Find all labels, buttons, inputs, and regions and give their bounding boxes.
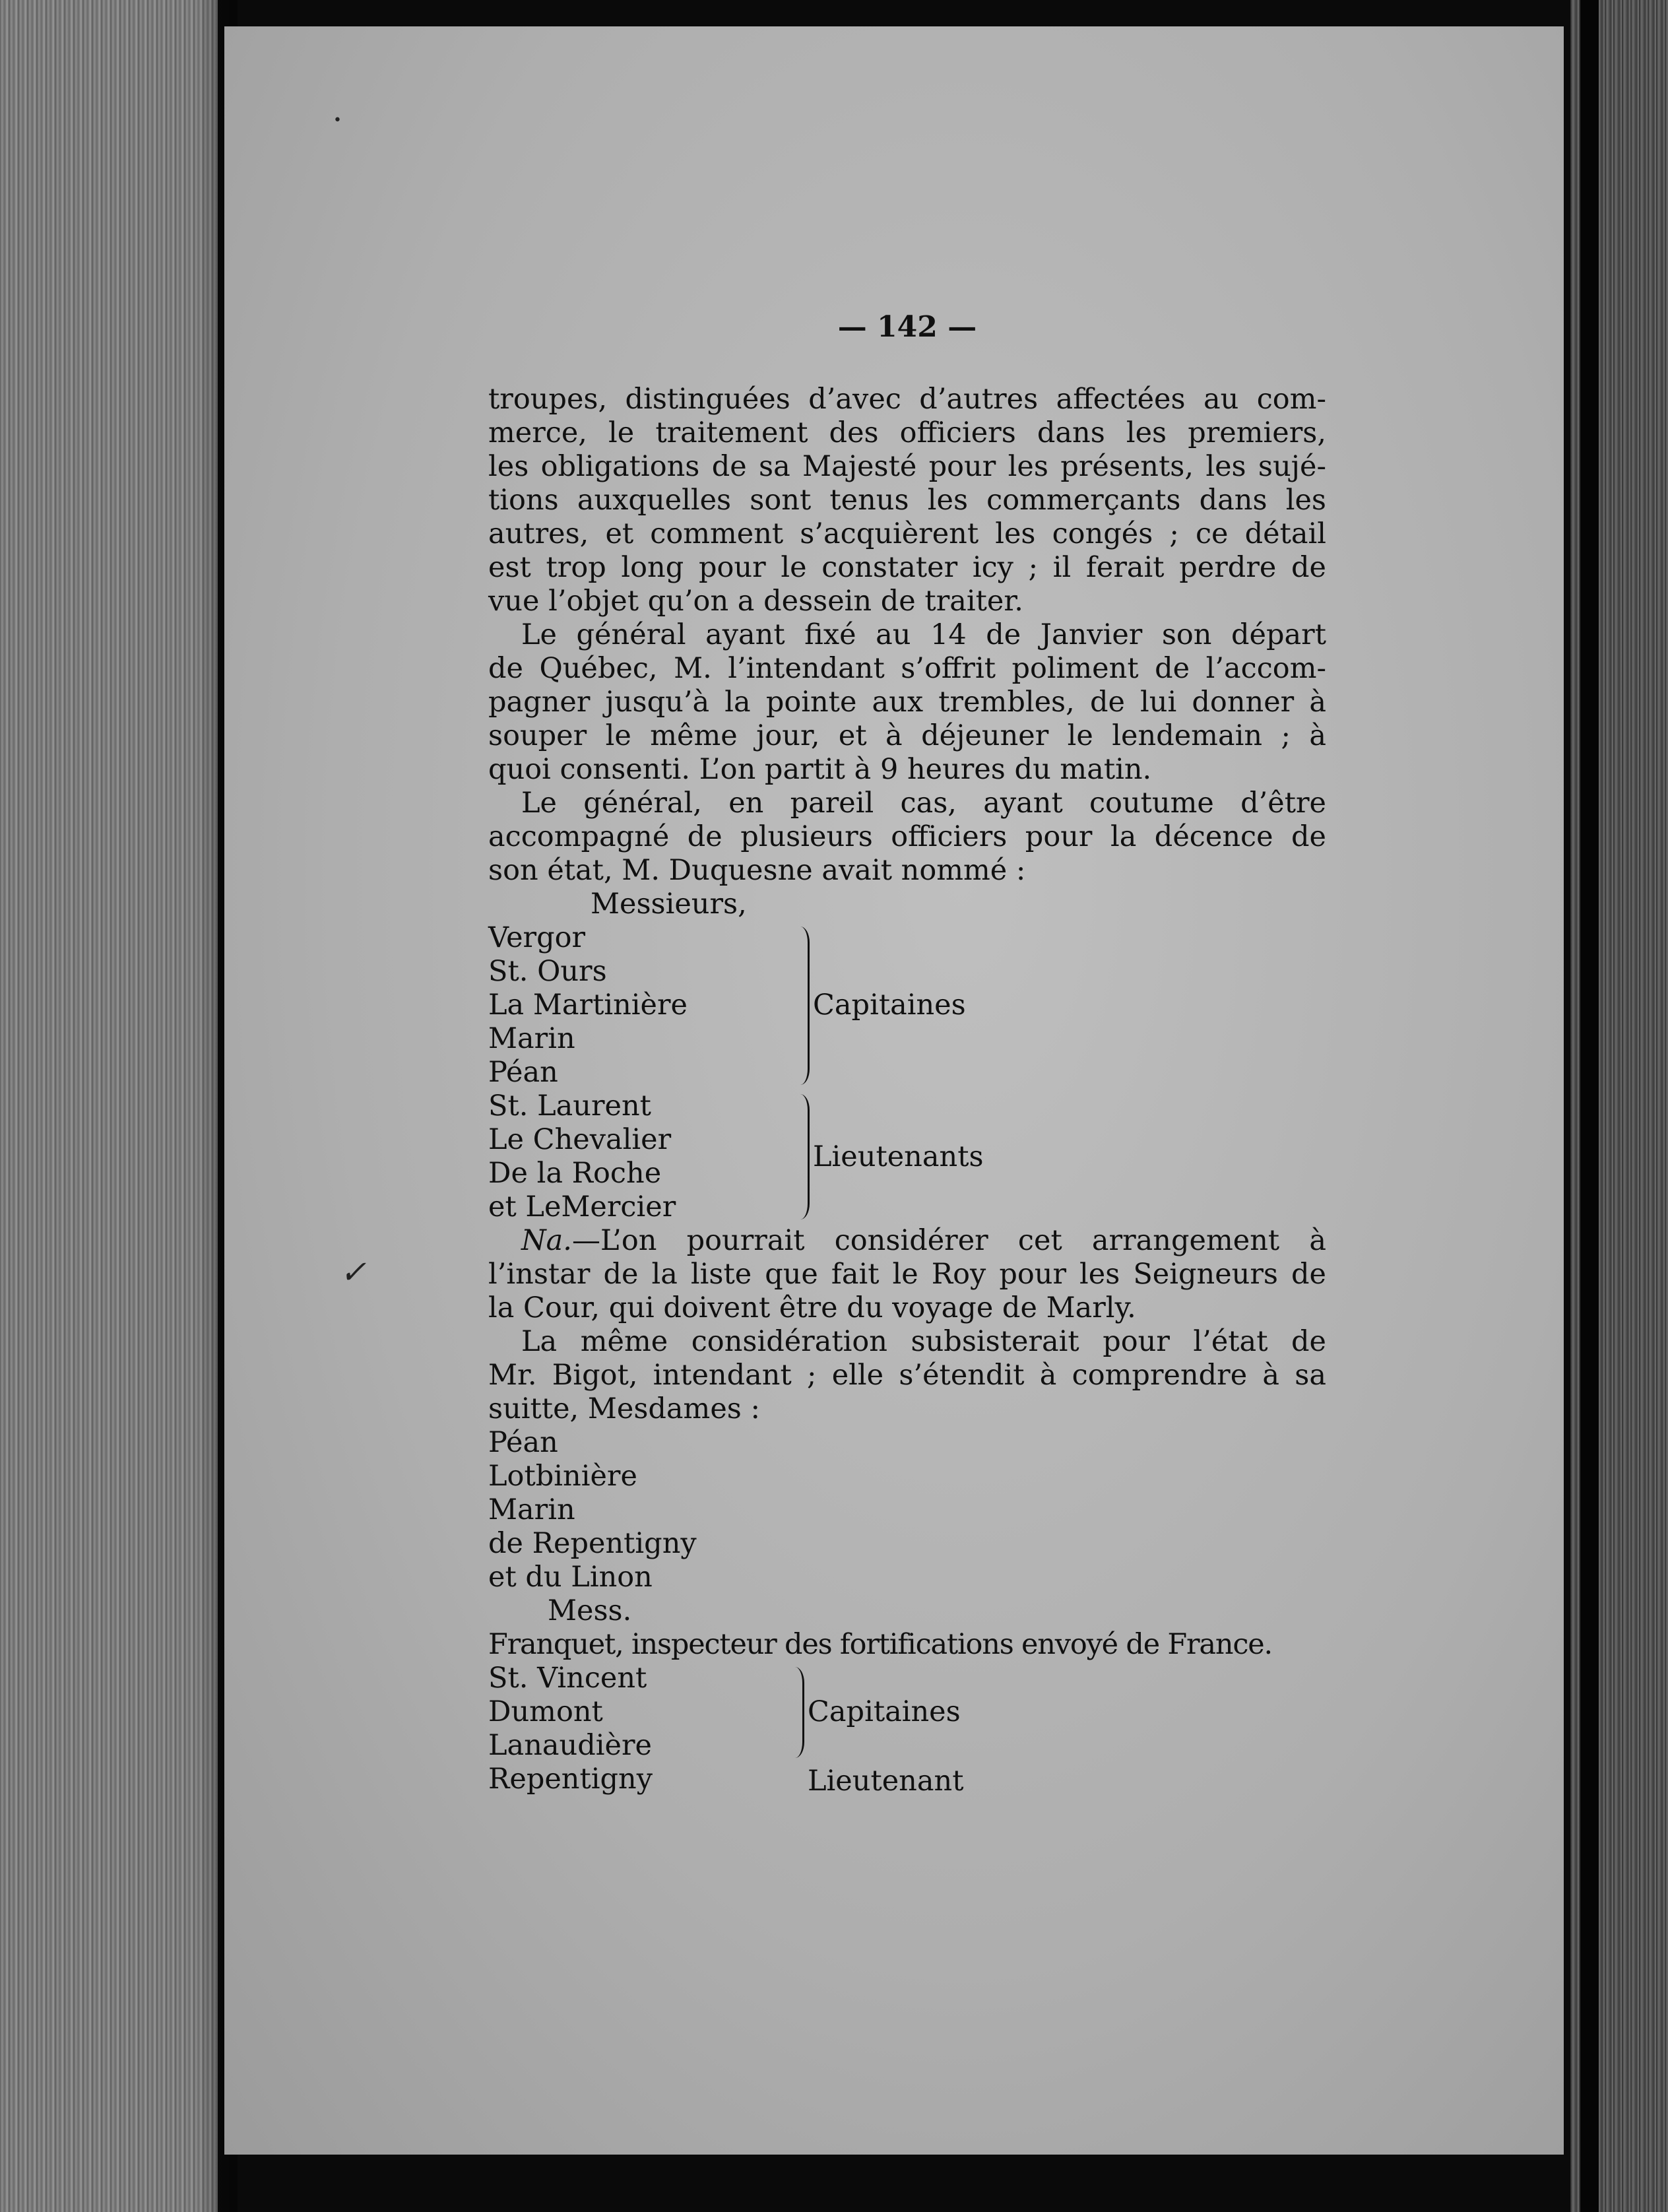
text-line: troupes, distinguées d’avec d’autres affectées au com- (488, 383, 1326, 416)
captain-name: Péan (488, 1056, 558, 1089)
captain-name: Vergor (488, 921, 586, 954)
madame-name: et du Linon (488, 1561, 653, 1594)
page-text (488, 310, 1326, 1798)
text-line: Le général ayant fixé au 14 de Janvier son départ (521, 618, 1326, 651)
lieutenants-label: Lieutenants (813, 1140, 984, 1173)
paragraph-2 (488, 618, 1326, 787)
text-line: Le général, en pareil cas, ayant coutume d’être (521, 787, 1326, 820)
note-line: —L’on pourrait considérer cet arrangement à (571, 1224, 1326, 1257)
text-line: l’instar de la liste que fait le Roy pour les Seigneurs de (488, 1258, 1326, 1291)
text-line: tions auxquelles sont tenus les commerçants dans les (488, 484, 1326, 517)
text-line: autres, et comment s’acquièrent les congés ; ce détail (488, 517, 1326, 550)
page-number: — 142 — (837, 310, 977, 344)
lieutenant-name: Le Chevalier (488, 1123, 672, 1156)
captain-name: St. Ours (488, 955, 607, 988)
text-line: suitte, Mesdames : (488, 1392, 761, 1425)
captain-name: St. Vincent (488, 1662, 647, 1695)
franquet-line: Franquet, inspecteur des fortifications envoyé de France. (488, 1628, 1272, 1661)
book-gutter (1580, 0, 1599, 2212)
text-line: accompagné de plusieurs officiers pour la décence de (488, 820, 1326, 853)
text-line: Mr. Bigot, intendant ; elle s’étendit à comprendre à sa (488, 1359, 1326, 1392)
officer-list-1 (488, 921, 1326, 1224)
captains-brace (798, 927, 810, 1085)
text-line: pagner jusqu’à la pointe aux trembles, de lui donner à (488, 686, 1326, 719)
captain-name: Lanaudière (488, 1729, 652, 1762)
text-line: souper le même jour, et à déjeuner le lendemain ; à (488, 719, 1326, 752)
captains-label: Capitaines (813, 989, 966, 1022)
madame-name: de Repentigny (488, 1527, 697, 1560)
text-line: est trop long pour le constater icy ; il ferait perdre de (488, 551, 1326, 584)
captains-brace (793, 1667, 804, 1758)
captain-name: La Martinière (488, 989, 688, 1022)
note-abbreviation: Na. (521, 1224, 572, 1257)
lieutenant-name: St. Laurent (488, 1090, 651, 1122)
text-line: quoi consenti. L’on partit à 9 heures du matin. (488, 753, 1152, 786)
text-line: les obligations de sa Majesté pour les présents, les sujé- (488, 450, 1326, 483)
messieurs-heading: Messieurs, (591, 888, 747, 921)
lieutenants-brace (798, 1094, 810, 1220)
paragraph-1 (488, 383, 1326, 618)
lieutenant-label: Lieutenant (808, 1765, 964, 1798)
lieutenant-name: De la Roche (488, 1157, 662, 1190)
text-line: la Cour, qui doivent être du voyage de Marly. (488, 1291, 1136, 1324)
margin-check-mark: ✓ (340, 1254, 367, 1291)
speck: • (333, 112, 342, 129)
left-page-edges (0, 0, 218, 2212)
madame-name: Marin (488, 1493, 575, 1526)
text-line: La même considération subsisterait pour l’état de (521, 1325, 1326, 1358)
lieutenant-name: Repentigny (488, 1763, 653, 1796)
mess-heading: Mess. (548, 1594, 632, 1627)
captains-label: Capitaines (808, 1695, 961, 1728)
captain-name: Marin (488, 1022, 575, 1055)
bigot-paragraph (488, 1325, 1326, 1426)
madame-name: Péan (488, 1426, 558, 1459)
captain-name: Dumont (488, 1695, 603, 1728)
lieutenant-name: et LeMercier (488, 1190, 676, 1223)
paragraph-3 (488, 787, 1326, 888)
text-line (488, 1224, 1326, 1258)
note-paragraph (488, 1224, 1326, 1325)
madame-name: Lotbinière (488, 1460, 637, 1493)
text-line: vue l’objet qu’on a dessein de traiter. (488, 585, 1023, 618)
text-line: de Québec, M. l’intendant s’offrit poliment de l’accom- (488, 652, 1326, 685)
officer-list-2 (488, 1662, 1326, 1796)
text-line: merce, le traitement des officiers dans les premiers, (488, 416, 1326, 449)
text-line: son état, M. Duquesne avait nommé : (488, 854, 1026, 887)
